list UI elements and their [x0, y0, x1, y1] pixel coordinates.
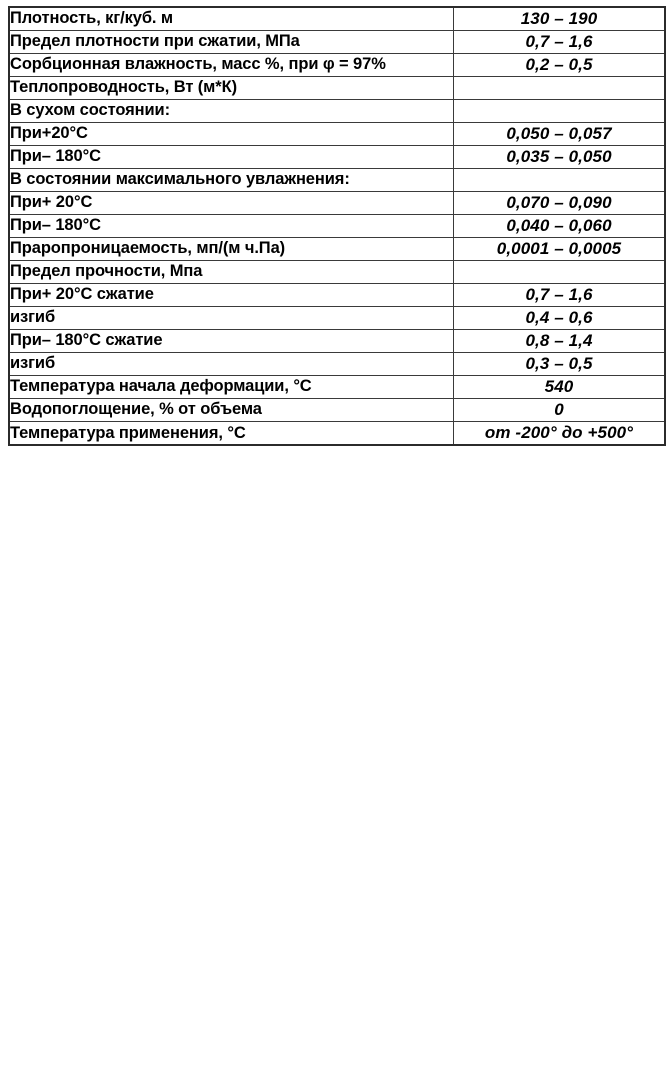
value-cell	[454, 261, 666, 284]
value-cell: 0,7 – 1,6	[454, 283, 666, 306]
parameter-cell: При– 180°С	[9, 145, 454, 168]
value-cell: 0,035 – 0,050	[454, 145, 666, 168]
value-cell: 130 – 190	[454, 7, 666, 31]
parameter-cell: Температура применения, °С	[9, 422, 454, 446]
properties-table-body	[9, 7, 665, 445]
table-row	[9, 422, 665, 446]
value-cell: 0,3 – 0,5	[454, 353, 666, 376]
value-cell: 0,7 – 1,6	[454, 31, 666, 54]
table-row	[9, 145, 665, 168]
parameter-cell: В состоянии максимального увлажнения:	[9, 169, 454, 192]
parameter-cell: При– 180°С	[9, 214, 454, 237]
value-cell	[454, 100, 666, 123]
parameter-cell: изгиб	[9, 353, 454, 376]
parameter-cell: Праропроницаемость, мп/(м ч.Па)	[9, 237, 454, 260]
table-row	[9, 77, 665, 100]
parameter-cell: При+ 20°С сжатие	[9, 283, 454, 306]
properties-table	[8, 6, 666, 446]
value-cell: 0,050 – 0,057	[454, 122, 666, 145]
table-row	[9, 261, 665, 284]
value-cell: 0	[454, 399, 666, 422]
parameter-cell: Сорбционная влажность, масс %, при φ = 97%	[9, 54, 454, 77]
table-row	[9, 122, 665, 145]
table-row	[9, 376, 665, 399]
value-cell	[454, 77, 666, 100]
value-cell: 540	[454, 376, 666, 399]
table-row	[9, 306, 665, 329]
parameter-cell: Предел плотности при сжатии, МПа	[9, 31, 454, 54]
table-row	[9, 169, 665, 192]
parameter-cell: При+ 20°С	[9, 191, 454, 214]
table-row	[9, 7, 665, 31]
table-row	[9, 100, 665, 123]
parameter-cell: При– 180°С сжатие	[9, 330, 454, 353]
parameter-cell: Температура начала деформации, °С	[9, 376, 454, 399]
parameter-cell: изгиб	[9, 306, 454, 329]
value-cell: 0,2 – 0,5	[454, 54, 666, 77]
table-row	[9, 31, 665, 54]
table-row	[9, 54, 665, 77]
value-cell: от -200° до +500°	[454, 422, 666, 446]
value-cell: 0,070 – 0,090	[454, 191, 666, 214]
value-cell: 0,8 – 1,4	[454, 330, 666, 353]
parameter-cell: При+20°С	[9, 122, 454, 145]
parameter-cell: Водопоглощение, % от объема	[9, 399, 454, 422]
parameter-cell: Теплопроводность, Вт (м*К)	[9, 77, 454, 100]
table-row	[9, 237, 665, 260]
table-row	[9, 283, 665, 306]
parameter-cell: В сухом состоянии:	[9, 100, 454, 123]
value-cell: 0,4 – 0,6	[454, 306, 666, 329]
value-cell: 0,0001 – 0,0005	[454, 237, 666, 260]
table-row	[9, 214, 665, 237]
table-row	[9, 191, 665, 214]
value-cell: 0,040 – 0,060	[454, 214, 666, 237]
parameter-cell: Плотность, кг/куб. м	[9, 7, 454, 31]
table-row	[9, 399, 665, 422]
parameter-cell: Предел прочности, Мпа	[9, 261, 454, 284]
table-row	[9, 330, 665, 353]
table-row	[9, 353, 665, 376]
value-cell	[454, 169, 666, 192]
